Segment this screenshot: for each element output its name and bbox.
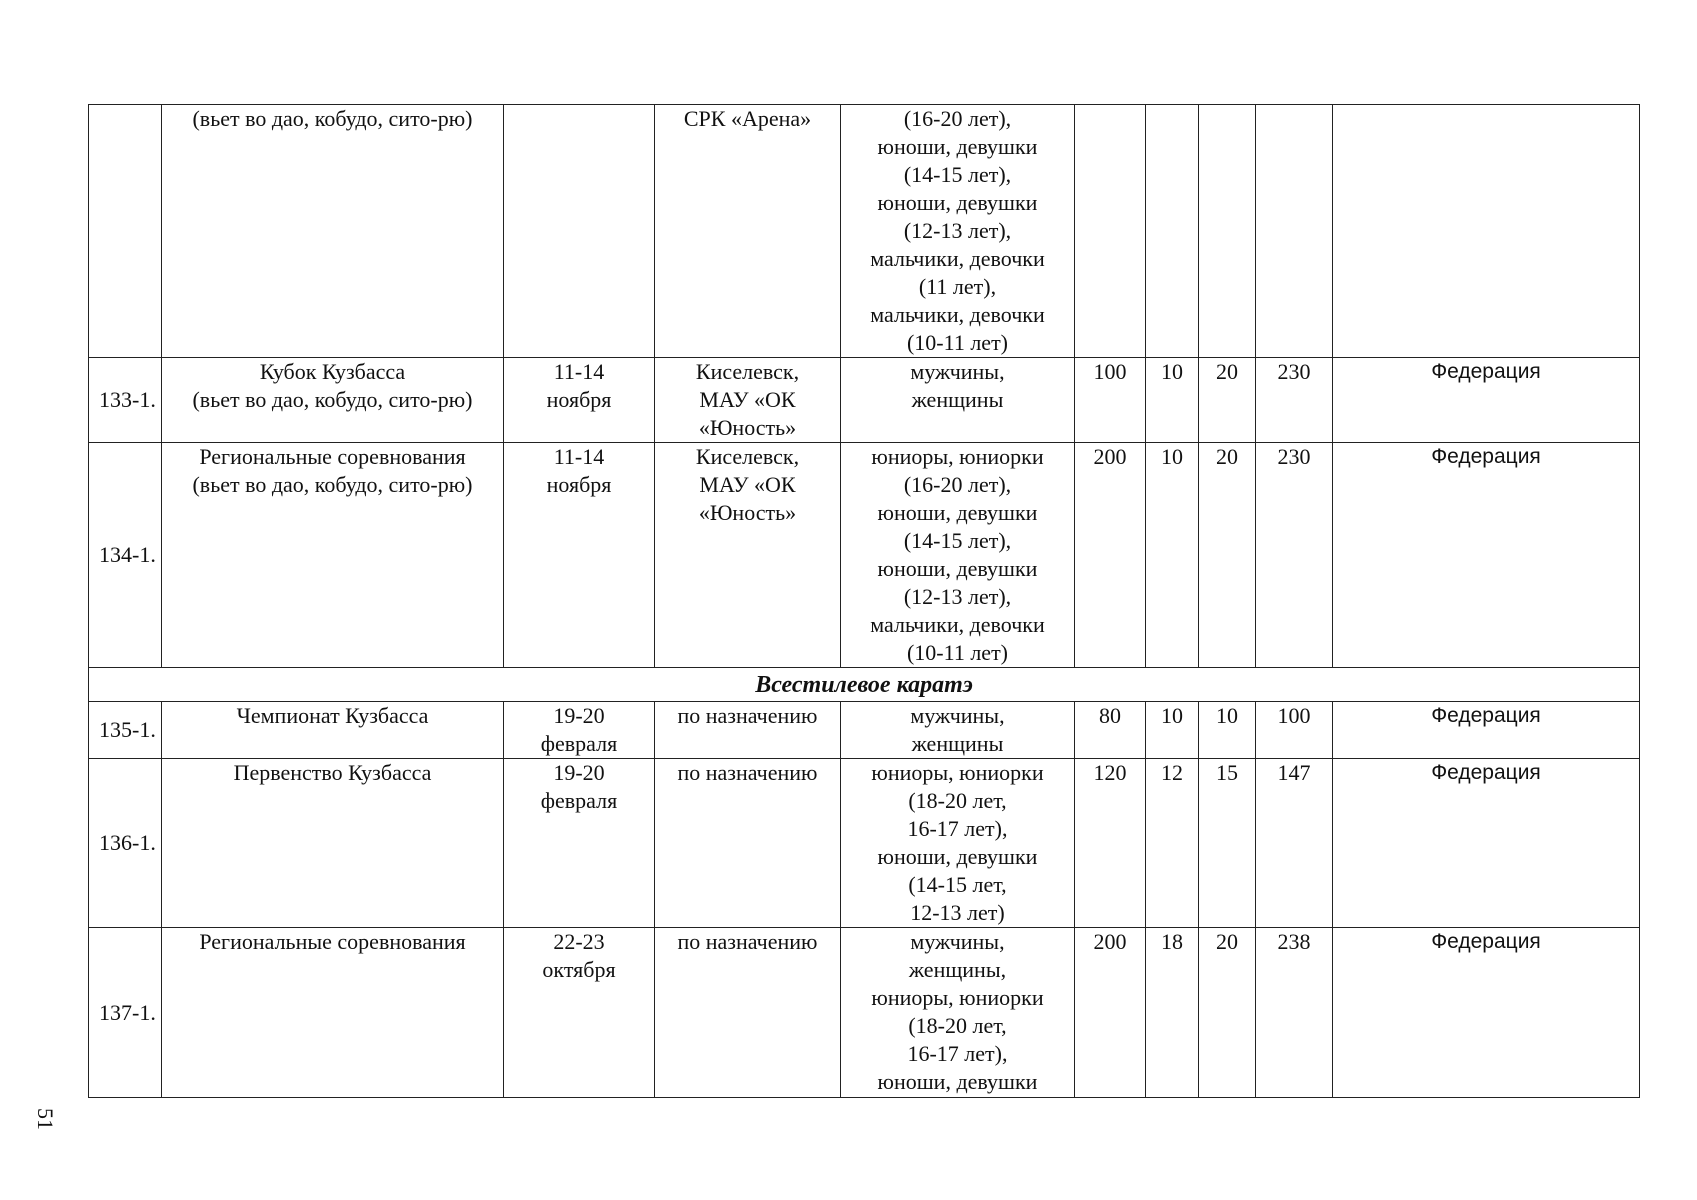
row-number: 136-1. <box>89 759 162 928</box>
page-number: 51 <box>33 1108 58 1130</box>
participants-count: 200 <box>1075 443 1146 668</box>
row-number <box>89 105 162 358</box>
coaches-count: 10 <box>1146 358 1199 443</box>
table-row <box>89 702 1640 759</box>
participant-groups: юниоры, юниорки (18-20 лет, 16-17 лет), юноши, девушки (14-15 лет, 12-13 лет) <box>841 759 1075 928</box>
participants-count: 80 <box>1075 702 1146 759</box>
coaches-count: 10 <box>1146 443 1199 668</box>
participants-count: 200 <box>1075 928 1146 1098</box>
section-title: Всестилевое каратэ <box>89 668 1640 702</box>
judges-count: 15 <box>1199 759 1256 928</box>
organizer <box>1333 105 1640 358</box>
section-row <box>89 668 1640 702</box>
judges-count <box>1199 105 1256 358</box>
coaches-count: 10 <box>1146 702 1199 759</box>
participant-groups: мужчины, женщины, юниоры, юниорки (18-20 лет, 16-17 лет), юноши, девушки <box>841 928 1075 1098</box>
row-number: 135-1. <box>89 702 162 759</box>
coaches-count: 12 <box>1146 759 1199 928</box>
event-place: Киселевск, МАУ «ОК «Юность» <box>655 358 841 443</box>
event-dates: 22-23 октября <box>504 928 655 1098</box>
event-name: (вьет во дао, кобудо, сито-рю) <box>162 105 504 358</box>
participant-groups: мужчины, женщины <box>841 358 1075 443</box>
coaches-count: 18 <box>1146 928 1199 1098</box>
total-count: 147 <box>1256 759 1333 928</box>
total-count: 100 <box>1256 702 1333 759</box>
judges-count: 20 <box>1199 928 1256 1098</box>
event-name: Чемпионат Кузбасса <box>162 702 504 759</box>
event-place: СРК «Арена» <box>655 105 841 358</box>
participant-groups: юниоры, юниорки (16-20 лет), юноши, девушки (14-15 лет), юноши, девушки (12-13 лет), мальчики, девочки (10-11 лет) <box>841 443 1075 668</box>
row-number: 134-1. <box>89 443 162 668</box>
participant-groups: (16-20 лет), юноши, девушки (14-15 лет), юноши, девушки (12-13 лет), мальчики, девочки (11 лет), мальчики, девочки (10-11 лет) <box>841 105 1075 358</box>
event-dates: 11-14 ноября <box>504 358 655 443</box>
event-dates <box>504 105 655 358</box>
judges-count: 10 <box>1199 702 1256 759</box>
coaches-count <box>1146 105 1199 358</box>
participants-count: 100 <box>1075 358 1146 443</box>
table-row <box>89 358 1640 443</box>
total-count: 230 <box>1256 443 1333 668</box>
participants-count: 120 <box>1075 759 1146 928</box>
row-number: 133-1. <box>89 358 162 443</box>
event-name: Кубок Кузбасса (вьет во дао, кобудо, сито-рю) <box>162 358 504 443</box>
total-count <box>1256 105 1333 358</box>
event-place: по назначению <box>655 702 841 759</box>
participant-groups: мужчины, женщины <box>841 702 1075 759</box>
table-row <box>89 105 1640 358</box>
event-place: по назначению <box>655 759 841 928</box>
organizer: Федерация <box>1333 759 1640 928</box>
event-place: по назначению <box>655 928 841 1098</box>
competition-table <box>88 104 1640 1098</box>
organizer: Федерация <box>1333 702 1640 759</box>
event-name: Региональные соревнования <box>162 928 504 1098</box>
participants-count <box>1075 105 1146 358</box>
event-dates: 19-20 февраля <box>504 702 655 759</box>
event-dates: 19-20 февраля <box>504 759 655 928</box>
total-count: 238 <box>1256 928 1333 1098</box>
table-row <box>89 928 1640 1098</box>
judges-count: 20 <box>1199 358 1256 443</box>
row-number: 137-1. <box>89 928 162 1098</box>
event-name: Региональные соревнования (вьет во дао, кобудо, сито-рю) <box>162 443 504 668</box>
organizer: Федерация <box>1333 358 1640 443</box>
event-place: Киселевск, МАУ «ОК «Юность» <box>655 443 841 668</box>
judges-count: 20 <box>1199 443 1256 668</box>
total-count: 230 <box>1256 358 1333 443</box>
event-name: Первенство Кузбасса <box>162 759 504 928</box>
organizer: Федерация <box>1333 928 1640 1098</box>
event-dates: 11-14 ноября <box>504 443 655 668</box>
table-row <box>89 443 1640 668</box>
table-row <box>89 759 1640 928</box>
organizer: Федерация <box>1333 443 1640 668</box>
